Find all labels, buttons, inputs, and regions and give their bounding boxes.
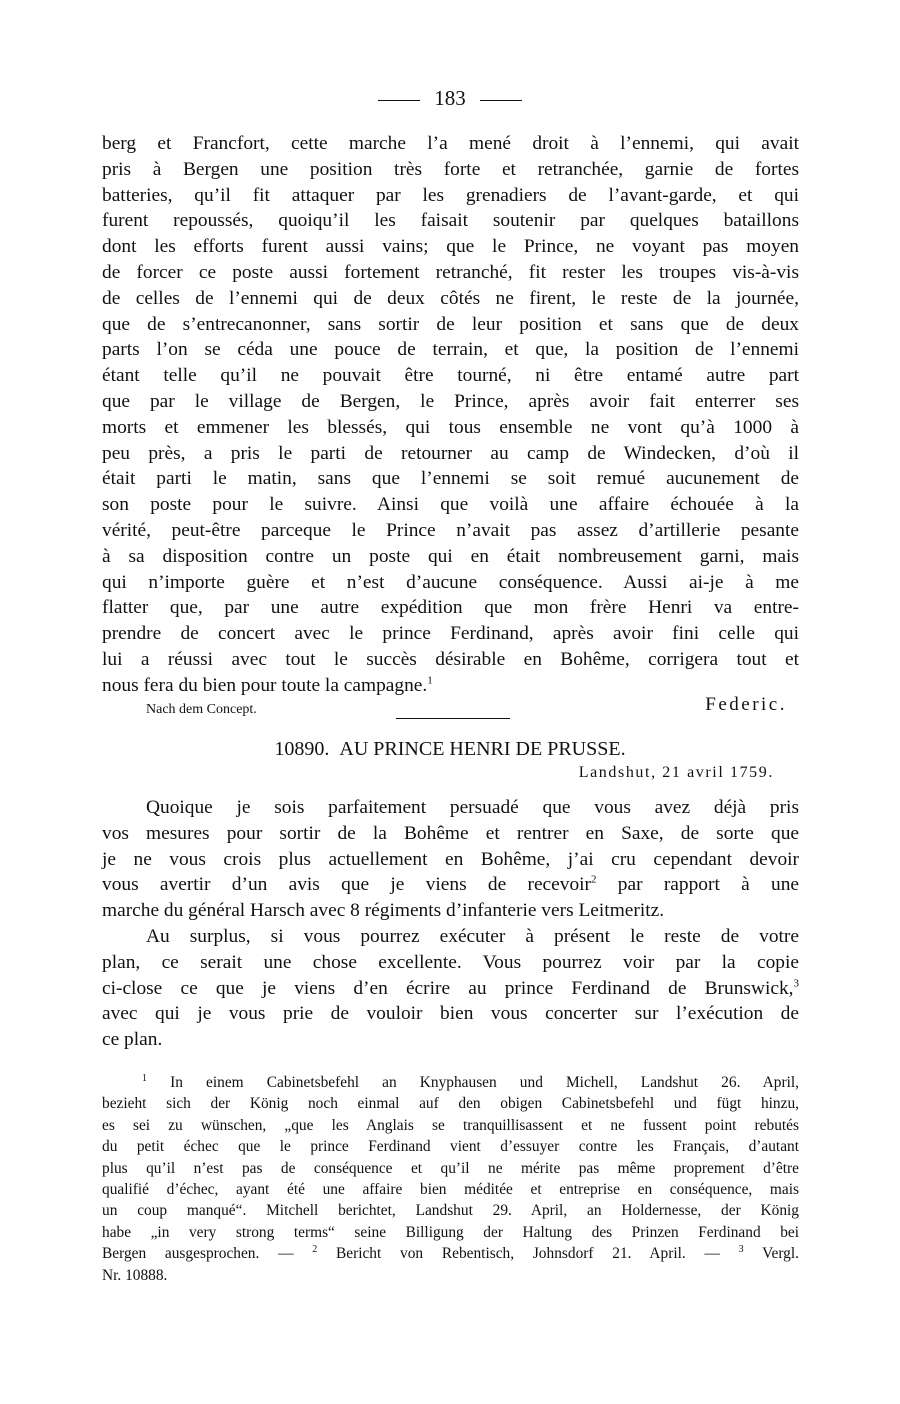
footnote-mark: 2 xyxy=(312,1244,318,1255)
letter-number: 10890. xyxy=(274,738,330,760)
text-line: Au surplus, si vous pourrez exécuter à présent le reste de votre xyxy=(146,926,799,947)
footnote-line: bezieht sich der König noch einmal auf den obigen Cabinetsbefehl und fügt hinzu, xyxy=(102,1095,799,1113)
footnote-line xyxy=(102,1243,799,1264)
text-line: que par le village de Bergen, le Prince, après avoir fait enterrer ses xyxy=(102,390,799,412)
text-line: Quoique je sois parfaitement persuadé que vous avez déjà pris xyxy=(146,797,799,818)
text-line: vérité, peut-être parceque le Prince n’avait pas assez d’artillerie pesante xyxy=(102,519,799,541)
header-rule-right xyxy=(480,100,522,101)
footnote-line: qualifié d’échec, ayant été une affaire bien méditée et entreprise en conséquence, mais xyxy=(102,1180,799,1198)
footnote-text: Bergen ausgesprochen. — xyxy=(102,1245,313,1263)
text-line: parts l’on se céda une pouce de terrain, et que, la position de l’ennemi xyxy=(102,339,799,361)
text-line: étant telle qu’il ne pouvait être tourné, ni être entamé autre part xyxy=(102,365,799,387)
text-line: peu près, a pris le parti de retourner au camp de Windecken, d’où il xyxy=(102,442,799,464)
text-line-last: ce plan. xyxy=(102,1029,163,1051)
footnote-line: du petit échec que le prince Ferdinand vient d’essuyer contre les Français, d’autant xyxy=(102,1138,799,1156)
letter-paragraph-2 xyxy=(102,924,799,1053)
footnote-reference: 2 xyxy=(591,873,597,886)
footnote-line: un coup manqué“. Mitchell berichtet, Landshut 29. April, an Holdernesse, der König xyxy=(102,1202,799,1220)
last-line-text: nous fera du bien pour toute la campagne. xyxy=(102,674,428,696)
text-line xyxy=(102,976,799,1002)
closing-row xyxy=(102,694,799,720)
text-line: qui n’importe guère et n’est d’aucune conséquence. Aussi ai-je à me xyxy=(102,571,799,593)
letter-recipient: AU PRINCE HENRI DE PRUSSE. xyxy=(339,738,626,760)
footnotes xyxy=(102,1072,799,1286)
signature: Federic. xyxy=(705,694,787,715)
text-line: berg et Francfort, cette marche l’a mené droit à l’ennemi, qui avait xyxy=(102,133,799,154)
text-line: était parti le matin, sans que l’ennemi se soit remué aucunement de xyxy=(102,468,799,490)
footnote-text: Vergl. xyxy=(743,1245,799,1263)
line-text: par rapport à une xyxy=(596,874,800,896)
letter-paragraph-1 xyxy=(102,795,799,924)
text-line: plan, ce serait une chose excellente. Vous pourrez voir par la copie xyxy=(102,951,799,973)
footnote-text: Bericht von Rebentisch, Johnsdorf 21. April. — xyxy=(317,1245,739,1263)
text-line: pris à Bergen une position très forte et retranchée, garnie de fortes xyxy=(102,158,799,180)
page-number: 183 xyxy=(434,86,466,110)
footnote-text: In einem Cabinetsbefehl an Knyphausen und Michell, Landshut 26. April, xyxy=(170,1074,799,1091)
line-text: vous avertir d’un avis que je viens de recevoir xyxy=(102,874,592,896)
text-line: morts et emmener les blessés, qui tous ensemble ne vont qu’à 1000 à xyxy=(102,416,799,438)
text-line: batteries, qu’il fit attaquer par les grenadiers de l’avant-garde, et qui xyxy=(102,184,799,206)
footnote-line: es sei zu wünschen, „que les Anglais se tranquillisassent et ne fussent point rebutés xyxy=(102,1116,799,1134)
footnote-line xyxy=(102,1072,799,1093)
letter-heading xyxy=(0,738,900,761)
text-line: de forcer ce poste aussi fortement retranché, fit rester les troupes vis-à-vis xyxy=(102,261,799,283)
header-rule-left xyxy=(378,100,420,101)
page-header xyxy=(0,86,900,111)
footnote-line-last: Nr. 10888. xyxy=(102,1266,168,1284)
text-line: à sa disposition contre un poste qui en était nombreusement garni, mais xyxy=(102,545,799,567)
footnote-reference: 3 xyxy=(793,977,799,990)
text-line xyxy=(102,872,799,898)
text-line: furent repoussés, quoiqu’il les faisait soutenir par quelques bataillons xyxy=(102,210,799,232)
paragraph-continuation xyxy=(102,131,799,699)
text-line: dont les efforts furent aussi vains; que le Prince, ne voyant pas moyen xyxy=(102,236,799,258)
footnote-line: habe „in very strong terms“ seine Billigung der Haltung des Prinzen Ferdinand bei xyxy=(102,1223,799,1241)
line-text: ci-close ce que je viens d’en écrire au prince Ferdinand de Brunswick, xyxy=(102,977,794,999)
text-line: avec qui je vous prie de vouloir bien vous concerter sur l’exécution de xyxy=(102,1003,799,1025)
text-line: que de s’entrecanonner, sans sortir de leur position et sans que de deux xyxy=(102,313,799,335)
text-line: flatter que, par une autre expédition que mon frère Henri va entre- xyxy=(102,597,799,619)
separator-rule xyxy=(396,718,510,719)
footnote-line: plus qu’il n’est pas de conséquence et qu’il ne mérite pas même proprement d’être xyxy=(102,1159,799,1177)
footnote-reference: 1 xyxy=(427,674,433,687)
letter-dateline: Landshut, 21 avril 1759. xyxy=(578,764,774,781)
text-line: lui a réussi avec tout le succès désirable en Bohême, corrigera tout et xyxy=(102,648,799,670)
source-note: Nach dem Concept. xyxy=(146,702,257,717)
footnote-mark: 3 xyxy=(738,1244,744,1255)
text-line: son poste pour le suivre. Ainsi que voilà une affaire échouée à la xyxy=(102,494,799,516)
text-line: prendre de concert avec le prince Ferdinand, après avoir fini celle qui xyxy=(102,623,799,645)
text-line-last: marche du général Harsch avec 8 régiments d’infanterie vers Leitmeritz. xyxy=(102,900,665,922)
footnote-mark: 1 xyxy=(142,1072,147,1084)
text-line: vos mesures pour sortir de la Bohême et rentrer en Saxe, de sorte que xyxy=(102,822,799,844)
text-line: je ne vous crois plus actuellement en Bohême, j’ai cru cependant devoir xyxy=(102,848,799,870)
text-line: de celles de l’ennemi qui de deux côtés ne firent, le reste de la journée, xyxy=(102,287,799,309)
